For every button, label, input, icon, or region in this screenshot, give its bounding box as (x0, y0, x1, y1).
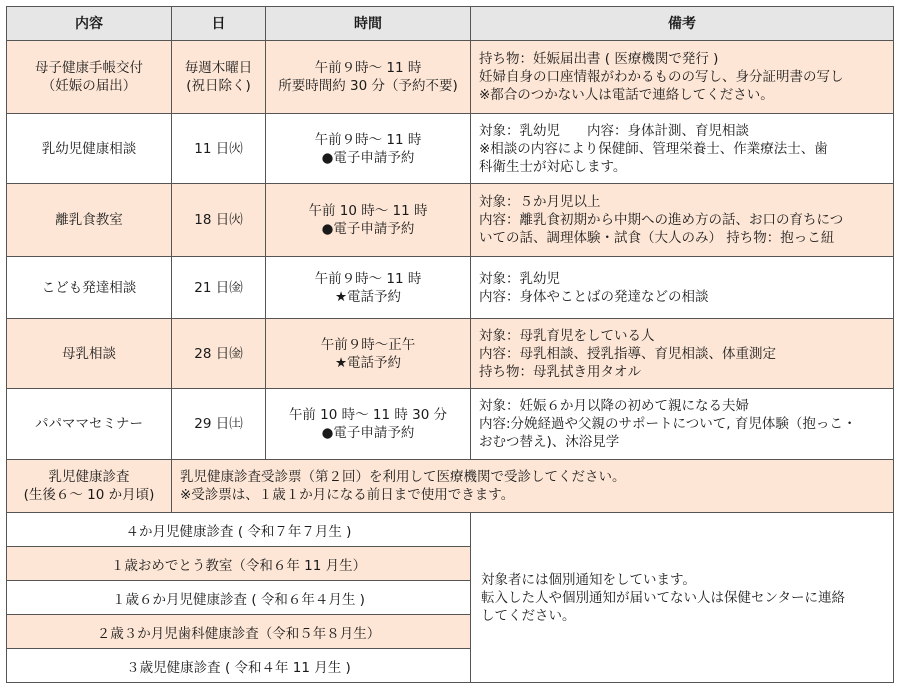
checkup-label: 乳児健康診査 (生後６～ 10 か月頃) (6, 460, 172, 513)
row-notes: 持ち物：妊娠届出書 ( 医療機関で発行 ) 妊婦自身の口座情報がわかるものの写し、身分証明書の写し ※都合のつかない人は電話で連絡してください。 (471, 41, 894, 114)
table-row (6, 257, 894, 319)
row-content: パパママセミナー (6, 389, 172, 460)
row-notes: 対象：妊娠６か月以降の初めて親になる夫婦 内容:分娩経過や父親のサポートについて, 育児体験（抱っこ・ おむつ替え)、沐浴見学 (471, 389, 894, 460)
header-notes: 備考 (471, 6, 894, 41)
row-content: 母乳相談 (6, 319, 172, 389)
row-content: 離乳食教室 (6, 184, 172, 257)
row-date: 28 日㈮ (172, 319, 266, 389)
row-date: 29 日㈯ (172, 389, 266, 460)
row-time: 午前９時～ 11 時 ●電子申請予約 (266, 114, 471, 184)
table-row (6, 184, 894, 257)
row-date: 11 日㈫ (172, 114, 266, 184)
row-content: こども発達相談 (6, 257, 172, 319)
row-date: 18 日㈫ (172, 184, 266, 257)
individual-notice-note: 対象者には個別通知をしています。 転入した人や個別通知が届いてない人は保健センターに連絡 してください。 (471, 513, 894, 683)
row-time: 午前 10 時～ 11 時 ●電子申請予約 (266, 184, 471, 257)
checkup-schedule-section (6, 513, 894, 683)
header-time: 時間 (266, 6, 471, 41)
table-header (6, 6, 894, 41)
row-date: 毎週木曜日 (祝日除く) (172, 41, 266, 114)
list-item: ４か月児健康診査 ( 令和７年７月生 ) (6, 513, 471, 547)
row-time: 午前９時～ 11 時 ★電話予約 (266, 257, 471, 319)
row-time: 午前 10 時～ 11 時 30 分 ●電子申請予約 (266, 389, 471, 460)
row-time: 午前９時～ 11 時 所要時間約 30 分（予約不要) (266, 41, 471, 114)
checkup-list (6, 513, 471, 683)
table-row (6, 319, 894, 389)
row-content: 乳幼児健康相談 (6, 114, 172, 184)
list-item: １歳おめでとう教室（令和６年 11 月生） (6, 547, 471, 581)
row-notes: 対象：５か月児以上 内容：離乳食初期から中期への進め方の話、お口の育ちにつ いての話、調理体験・試食（大人のみ） 持ち物：抱っこ紐 (471, 184, 894, 257)
row-notes: 対象：母乳育児をしている人 内容：母乳相談、授乳指導、育児相談、体重測定 持ち物：母乳拭き用タオル (471, 319, 894, 389)
row-notes: 対象：乳幼児 内容：身体計測、育児相談 ※相談の内容により保健師、管理栄養士、作業療法士、歯 科衛生士が対応します。 (471, 114, 894, 184)
header-date: 日 (172, 6, 266, 41)
table-row (6, 389, 894, 460)
schedule-table (6, 6, 894, 683)
row-notes: 対象：乳幼児 内容：身体やことばの発達などの相談 (471, 257, 894, 319)
header-content: 内容 (6, 6, 172, 41)
table-row (6, 114, 894, 184)
row-content: 母子健康手帳交付 （妊娠の届出） (6, 41, 172, 114)
table-row (6, 41, 894, 114)
list-item: ３歳児健康診査 ( 令和４年 11 月生 ) (6, 649, 471, 683)
infant-checkup-row (6, 460, 894, 513)
row-date: 21 日㈮ (172, 257, 266, 319)
list-item: ２歳３か月児歯科健康診査（令和５年８月生） (6, 615, 471, 649)
row-time: 午前９時～正午 ★電話予約 (266, 319, 471, 389)
checkup-text: 乳児健康診査受診票（第２回）を利用して医療機関で受診してください。 ※受診票は、１歳１か月になる前日まで使用できます。 (172, 460, 894, 513)
list-item: １歳６か月児健康診査 ( 令和６年４月生 ) (6, 581, 471, 615)
